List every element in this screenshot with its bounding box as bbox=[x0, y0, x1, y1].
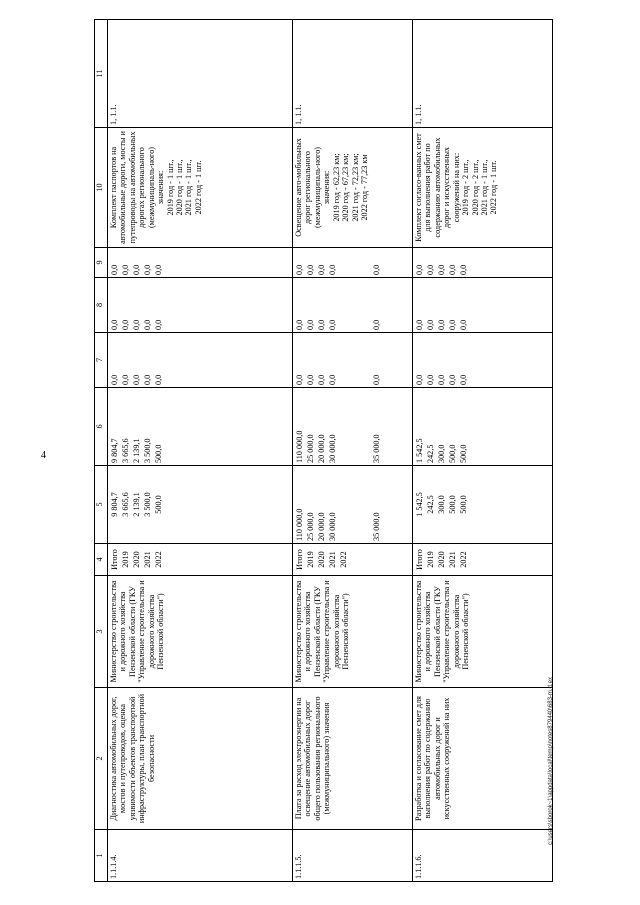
year-cell: 2022 bbox=[339, 551, 348, 568]
col-header-3: 3 bbox=[95, 576, 108, 688]
value-cell bbox=[338, 468, 349, 541]
value-cell: 0,0 bbox=[448, 319, 457, 330]
row-col8 bbox=[293, 278, 413, 333]
value-cell: 0,0 bbox=[295, 264, 304, 275]
year-cell: Итого bbox=[295, 549, 304, 570]
page-number: 4 bbox=[41, 450, 46, 461]
year-cell: 2021 bbox=[328, 551, 337, 568]
value-cell: 1 542,5 bbox=[415, 492, 424, 517]
value-cell bbox=[338, 280, 349, 330]
row-name: Диагностика автомобильных дорог, мостов и путепроводов, оценка уязвимости объектов транспортной инфраструктуры, план транспортной безопасности bbox=[108, 688, 293, 830]
value-cell: 242,5 bbox=[426, 495, 435, 514]
value-cell bbox=[349, 390, 360, 463]
year-cell: 2020 bbox=[437, 551, 446, 568]
row-regional-funding bbox=[413, 388, 553, 466]
row-col9 bbox=[413, 248, 553, 278]
value-cell: 242,5 bbox=[426, 444, 435, 463]
row-regional-funding bbox=[293, 388, 413, 466]
year-cell: 2020 bbox=[132, 551, 141, 568]
row-link: 1, 1.1. bbox=[108, 20, 293, 128]
value-cell: 0,0 bbox=[459, 264, 468, 275]
col-header-4: 4 bbox=[95, 544, 108, 576]
value-cell: 25 000,0 bbox=[306, 512, 315, 541]
row-col9 bbox=[293, 248, 413, 278]
row-indicator: Комплект согласо-ванных смет для выполнения работ по содержанию автомобильных дорог и искусственных сооружений на них: 2019 год - 2 шт., 2020 год - 2 шт., 2021 год - 1 шт., 2022 год - 1 шт. bbox=[413, 128, 553, 248]
value-cell: 0,0 bbox=[328, 319, 337, 330]
value-cell: 500,0 bbox=[154, 495, 163, 514]
value-cell: 30 000,0 bbox=[328, 434, 337, 463]
value-cell: 35 000,0 bbox=[372, 434, 381, 463]
value-cell: 0,0 bbox=[426, 374, 435, 385]
value-cell: 20 000,0 bbox=[317, 434, 326, 463]
value-cell: 0,0 bbox=[132, 319, 141, 330]
row-name: Разработка и согласование смет для выполнения работ по содержанию автомобильных дорог и искусственных сооружений на них bbox=[413, 688, 553, 830]
col-header-2: 2 bbox=[95, 688, 108, 830]
year-cell: 2022 bbox=[459, 551, 468, 568]
col-header-8: 8 bbox=[95, 278, 108, 333]
value-cell: 0,0 bbox=[317, 374, 326, 385]
row-executor: Министерство строительства и дорожного хозяйства Пензенской области (ГКУ "Управление строительства и дорожного хозяйства Пензенской области") bbox=[108, 576, 293, 688]
value-cell bbox=[349, 468, 360, 541]
value-cell: 0,0 bbox=[110, 264, 119, 275]
value-cell: 0,0 bbox=[437, 374, 446, 385]
value-cell: 25 000,0 bbox=[306, 434, 315, 463]
value-cell: 0,0 bbox=[306, 374, 315, 385]
value-cell: 0,0 bbox=[437, 319, 446, 330]
value-cell: 3 665,6 bbox=[121, 492, 130, 517]
value-cell: 0,0 bbox=[143, 374, 152, 385]
value-cell bbox=[360, 468, 371, 541]
row-col8 bbox=[108, 278, 293, 333]
value-cell bbox=[360, 280, 371, 330]
table-row bbox=[293, 20, 413, 882]
value-cell: 0,0 bbox=[372, 264, 381, 275]
value-cell bbox=[338, 390, 349, 463]
value-cell: 0,0 bbox=[426, 319, 435, 330]
value-cell: 0,0 bbox=[459, 319, 468, 330]
col-header-1: 1 bbox=[95, 830, 108, 882]
row-col7 bbox=[108, 333, 293, 388]
row-name: Плата за расход электроэнергии на освещение автомобильных дорог общего пользования регионального (межмуниципального) значения bbox=[293, 688, 413, 830]
col-header-6: 6 bbox=[95, 388, 108, 466]
year-cell: 2021 bbox=[143, 551, 152, 568]
value-cell: 0,0 bbox=[154, 319, 163, 330]
row-col7 bbox=[413, 333, 553, 388]
value-cell bbox=[338, 250, 349, 275]
value-cell: 500,0 bbox=[459, 444, 468, 463]
table-row bbox=[108, 20, 293, 882]
row-col9 bbox=[108, 248, 293, 278]
value-cell: 2 139,1 bbox=[132, 438, 141, 463]
value-cell: 110 000,0 bbox=[295, 430, 304, 463]
value-cell: 0,0 bbox=[415, 319, 424, 330]
value-cell: 0,0 bbox=[295, 319, 304, 330]
row-indicator: Комплект паспортов на автомобильные дороги, мосты и путепроводы на автомобильных дорогах регионального (межмуниципаль-ного) значения: 2019 год - 1 шт., 2020 год - 1 шт., 2021 год - 1 шт., 2022 год - 1 шт. bbox=[108, 128, 293, 248]
row-executor: Министерство строительства и дорожного хозяйства Пензенской области (ГКУ "Управление строительства и дорожного хозяйства Пензенской области") bbox=[413, 576, 553, 688]
value-cell: 0,0 bbox=[110, 319, 119, 330]
value-cell: 3 500,0 bbox=[143, 492, 152, 517]
table-row bbox=[413, 20, 553, 882]
value-cell bbox=[360, 335, 371, 385]
value-cell: 0,0 bbox=[121, 374, 130, 385]
value-cell: 0,0 bbox=[459, 374, 468, 385]
value-cell: 0,0 bbox=[110, 374, 119, 385]
program-activities-table bbox=[94, 19, 553, 882]
value-cell: 0,0 bbox=[372, 319, 381, 330]
value-cell: 0,0 bbox=[132, 374, 141, 385]
value-cell: 500,0 bbox=[448, 495, 457, 514]
file-path-footer: c:\users\sborok~1\appdata\local\temp\notes879440\683-m.d.ex bbox=[548, 677, 554, 845]
value-cell: 30 000,0 bbox=[328, 512, 337, 541]
value-cell: 2 139,1 bbox=[132, 492, 141, 517]
value-cell: 0,0 bbox=[426, 264, 435, 275]
value-cell: 0,0 bbox=[372, 374, 381, 385]
value-cell bbox=[349, 335, 360, 385]
value-cell: 0,0 bbox=[437, 264, 446, 275]
row-years bbox=[293, 544, 413, 576]
column-numbers-row bbox=[95, 20, 108, 882]
row-years bbox=[413, 544, 553, 576]
value-cell: 0,0 bbox=[121, 264, 130, 275]
value-cell: 300,0 bbox=[437, 444, 446, 463]
value-cell: 3 665,6 bbox=[121, 438, 130, 463]
value-cell: 0,0 bbox=[306, 319, 315, 330]
value-cell: 110 000,0 bbox=[295, 508, 304, 541]
value-cell: 0,0 bbox=[328, 374, 337, 385]
col-header-5: 5 bbox=[95, 466, 108, 544]
row-link: 1, 1.1. bbox=[413, 20, 553, 128]
year-cell: 2019 bbox=[306, 551, 315, 568]
value-cell: 20 000,0 bbox=[317, 512, 326, 541]
value-cell: 0,0 bbox=[132, 264, 141, 275]
value-cell bbox=[338, 335, 349, 385]
value-cell bbox=[360, 390, 371, 463]
value-cell: 0,0 bbox=[317, 319, 326, 330]
value-cell: 0,0 bbox=[143, 264, 152, 275]
row-total-funding bbox=[413, 466, 553, 544]
value-cell: 500,0 bbox=[448, 444, 457, 463]
value-cell: 0,0 bbox=[317, 264, 326, 275]
row-years bbox=[108, 544, 293, 576]
row-regional-funding bbox=[108, 388, 293, 466]
value-cell: 0,0 bbox=[143, 319, 152, 330]
value-cell: 0,0 bbox=[448, 374, 457, 385]
year-cell: 2019 bbox=[426, 551, 435, 568]
value-cell: 0,0 bbox=[328, 264, 337, 275]
row-col8 bbox=[413, 278, 553, 333]
value-cell bbox=[360, 250, 371, 275]
value-cell: 500,0 bbox=[459, 495, 468, 514]
value-cell: 9 804,7 bbox=[110, 438, 119, 463]
value-cell: 0,0 bbox=[154, 264, 163, 275]
row-indicator: Освещение авто-мобильных дорог регионального (межмуниципаль-ного) значения: 2019 год - 62,23 км; 2020 год - 67,23 км; 2021 год - 72,23 км; 2022 год - 77,23 км bbox=[293, 128, 413, 248]
row-col7 bbox=[293, 333, 413, 388]
row-link: 1, 1.1. bbox=[293, 20, 413, 128]
year-cell: Итого bbox=[110, 549, 119, 570]
value-cell: 0,0 bbox=[448, 264, 457, 275]
year-cell: 2021 bbox=[448, 551, 457, 568]
value-cell bbox=[349, 250, 360, 275]
value-cell: 0,0 bbox=[306, 264, 315, 275]
value-cell: 0,0 bbox=[154, 374, 163, 385]
year-cell: 2020 bbox=[317, 551, 326, 568]
row-code: 1.1.1.6. bbox=[413, 830, 553, 882]
value-cell: 1 542,5 bbox=[415, 438, 424, 463]
col-header-9: 9 bbox=[95, 248, 108, 278]
col-header-11: 11 bbox=[95, 20, 108, 128]
row-code: 1.1.1.5. bbox=[293, 830, 413, 882]
row-code: 1.1.1.4. bbox=[108, 830, 293, 882]
value-cell: 300,0 bbox=[437, 495, 446, 514]
value-cell bbox=[349, 280, 360, 330]
value-cell: 500,0 bbox=[154, 444, 163, 463]
year-cell: Итого bbox=[415, 549, 424, 570]
row-total-funding bbox=[293, 466, 413, 544]
year-cell: 2019 bbox=[121, 551, 130, 568]
year-cell: 2022 bbox=[154, 551, 163, 568]
col-header-7: 7 bbox=[95, 333, 108, 388]
value-cell: 35 000,0 bbox=[372, 512, 381, 541]
row-executor: Министерство строительства и дорожного хозяйства Пензенской области (ГКУ "Управление строительства и дорожного хозяйства Пензенской области") bbox=[293, 576, 413, 688]
value-cell: 3 500,0 bbox=[143, 438, 152, 463]
value-cell: 0,0 bbox=[295, 374, 304, 385]
value-cell: 0,0 bbox=[415, 374, 424, 385]
rotated-table-container bbox=[94, 20, 609, 882]
value-cell: 9 804,7 bbox=[110, 492, 119, 517]
row-total-funding bbox=[108, 466, 293, 544]
col-header-10: 10 bbox=[95, 128, 108, 248]
value-cell: 0,0 bbox=[121, 319, 130, 330]
value-cell: 0,0 bbox=[415, 264, 424, 275]
